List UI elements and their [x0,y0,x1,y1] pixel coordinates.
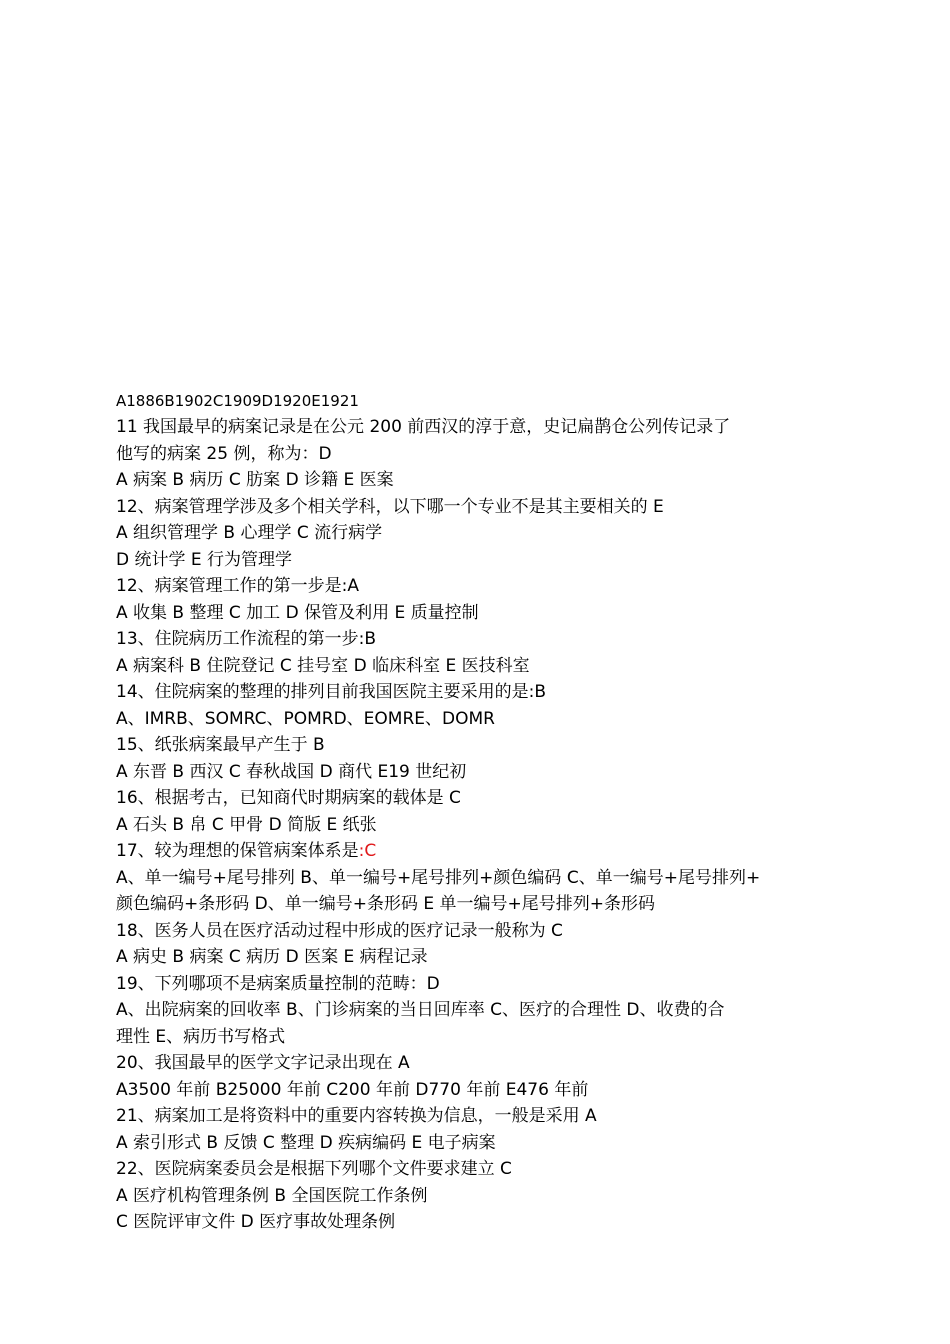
text-line: 他写的病案 25 例，称为：D [116,443,332,464]
text-line: 22、医院病案委员会是根据下列哪个文件要求建立 C [116,1159,512,1179]
text-line: A、IMRB、SOMRC、POMRD、EOMRE、DOMR [116,708,495,729]
text-line: A、出院病案的回收率 B、门诊病案的当日回库率 C、医疗的合理性 D、收费的合 [116,1000,725,1020]
text-line: D 统计学 E 行为管理学 [116,549,293,570]
text-line: 18、医务人员在医疗活动过程中形成的医疗记录一般称为 C [116,920,563,941]
text-line: A 索引形式 B 反馈 C 整理 D 疾病编码 E 电子病案 [116,1132,496,1153]
text-line: 15、纸张病案最早产生于 B [116,735,325,755]
question-17-text: 17、较为理想的保管病案体系是 [116,841,359,861]
text-line: A 病案科 B 住院登记 C 挂号室 D 临床科室 E 医技科室 [116,655,530,676]
document-body [116,388,836,1236]
text-line: A 医疗机构管理条例 B 全国医院工作条例 [116,1185,428,1206]
text-line: A 东晋 B 西汉 C 春秋战国 D 商代 E19 世纪初 [116,761,467,782]
text-line: 16、根据考古，已知商代时期病案的载体是 C [116,788,461,808]
text-line: 20、我国最早的医学文字记录出现在 A [116,1053,410,1073]
text-line: 12、病案管理工作的第一步是:A [116,576,359,596]
text-line: A 病案 B 病历 C 肪案 D 诊籍 E 医案 [116,470,394,490]
text-line: A 石头 B 帛 C 甲骨 D 简版 E 纸张 [116,814,377,835]
text-line: 13、住院病历工作流程的第一步:B [116,629,377,649]
text-line: 理性 E、病历书写格式 [116,1026,286,1047]
text-line: 11 我国最早的病案记录是在公元 200 前西汉的淳于意，史记扁鹊仓公列传记录了 [116,417,731,437]
text-line: A 病史 B 病案 C 病历 D 医案 E 病程记录 [116,947,428,967]
text-line: A 收集 B 整理 C 加工 D 保管及利用 E 质量控制 [116,602,479,623]
question-17-line [116,838,836,865]
text-line: A3500 年前 B25000 年前 C200 年前 D770 年前 E476 年前 [116,1079,589,1100]
text-line: A 组织管理学 B 心理学 C 流行病学 [116,523,383,543]
text-line: C 医院评审文件 D 医疗事故处理条例 [116,1212,396,1232]
text-line: 14、住院病案的整理的排列目前我国医院主要采用的是:B [116,682,547,702]
text-line: 19、下列哪项不是病案质量控制的范畴：D [116,973,440,994]
text-line: 12、病案管理学涉及多个相关学科，以下哪一个专业不是其主要相关的 E [116,496,664,517]
text-line: A、单一编号+尾号排列 B、单一编号+尾号排列+颜色编码 C、单一编号+尾号排列+ [116,867,761,888]
text-line: 21、病案加工是将资料中的重要内容转换为信息，一般是采用 A [116,1106,597,1126]
question-17-answer: :C [358,841,377,861]
text-line: 颜色编码+条形码 D、单一编号+条形码 E 单一编号+尾号排列+条形码 [116,894,656,914]
text-line: A1886B1902C1909D1920E1921 [116,392,359,410]
